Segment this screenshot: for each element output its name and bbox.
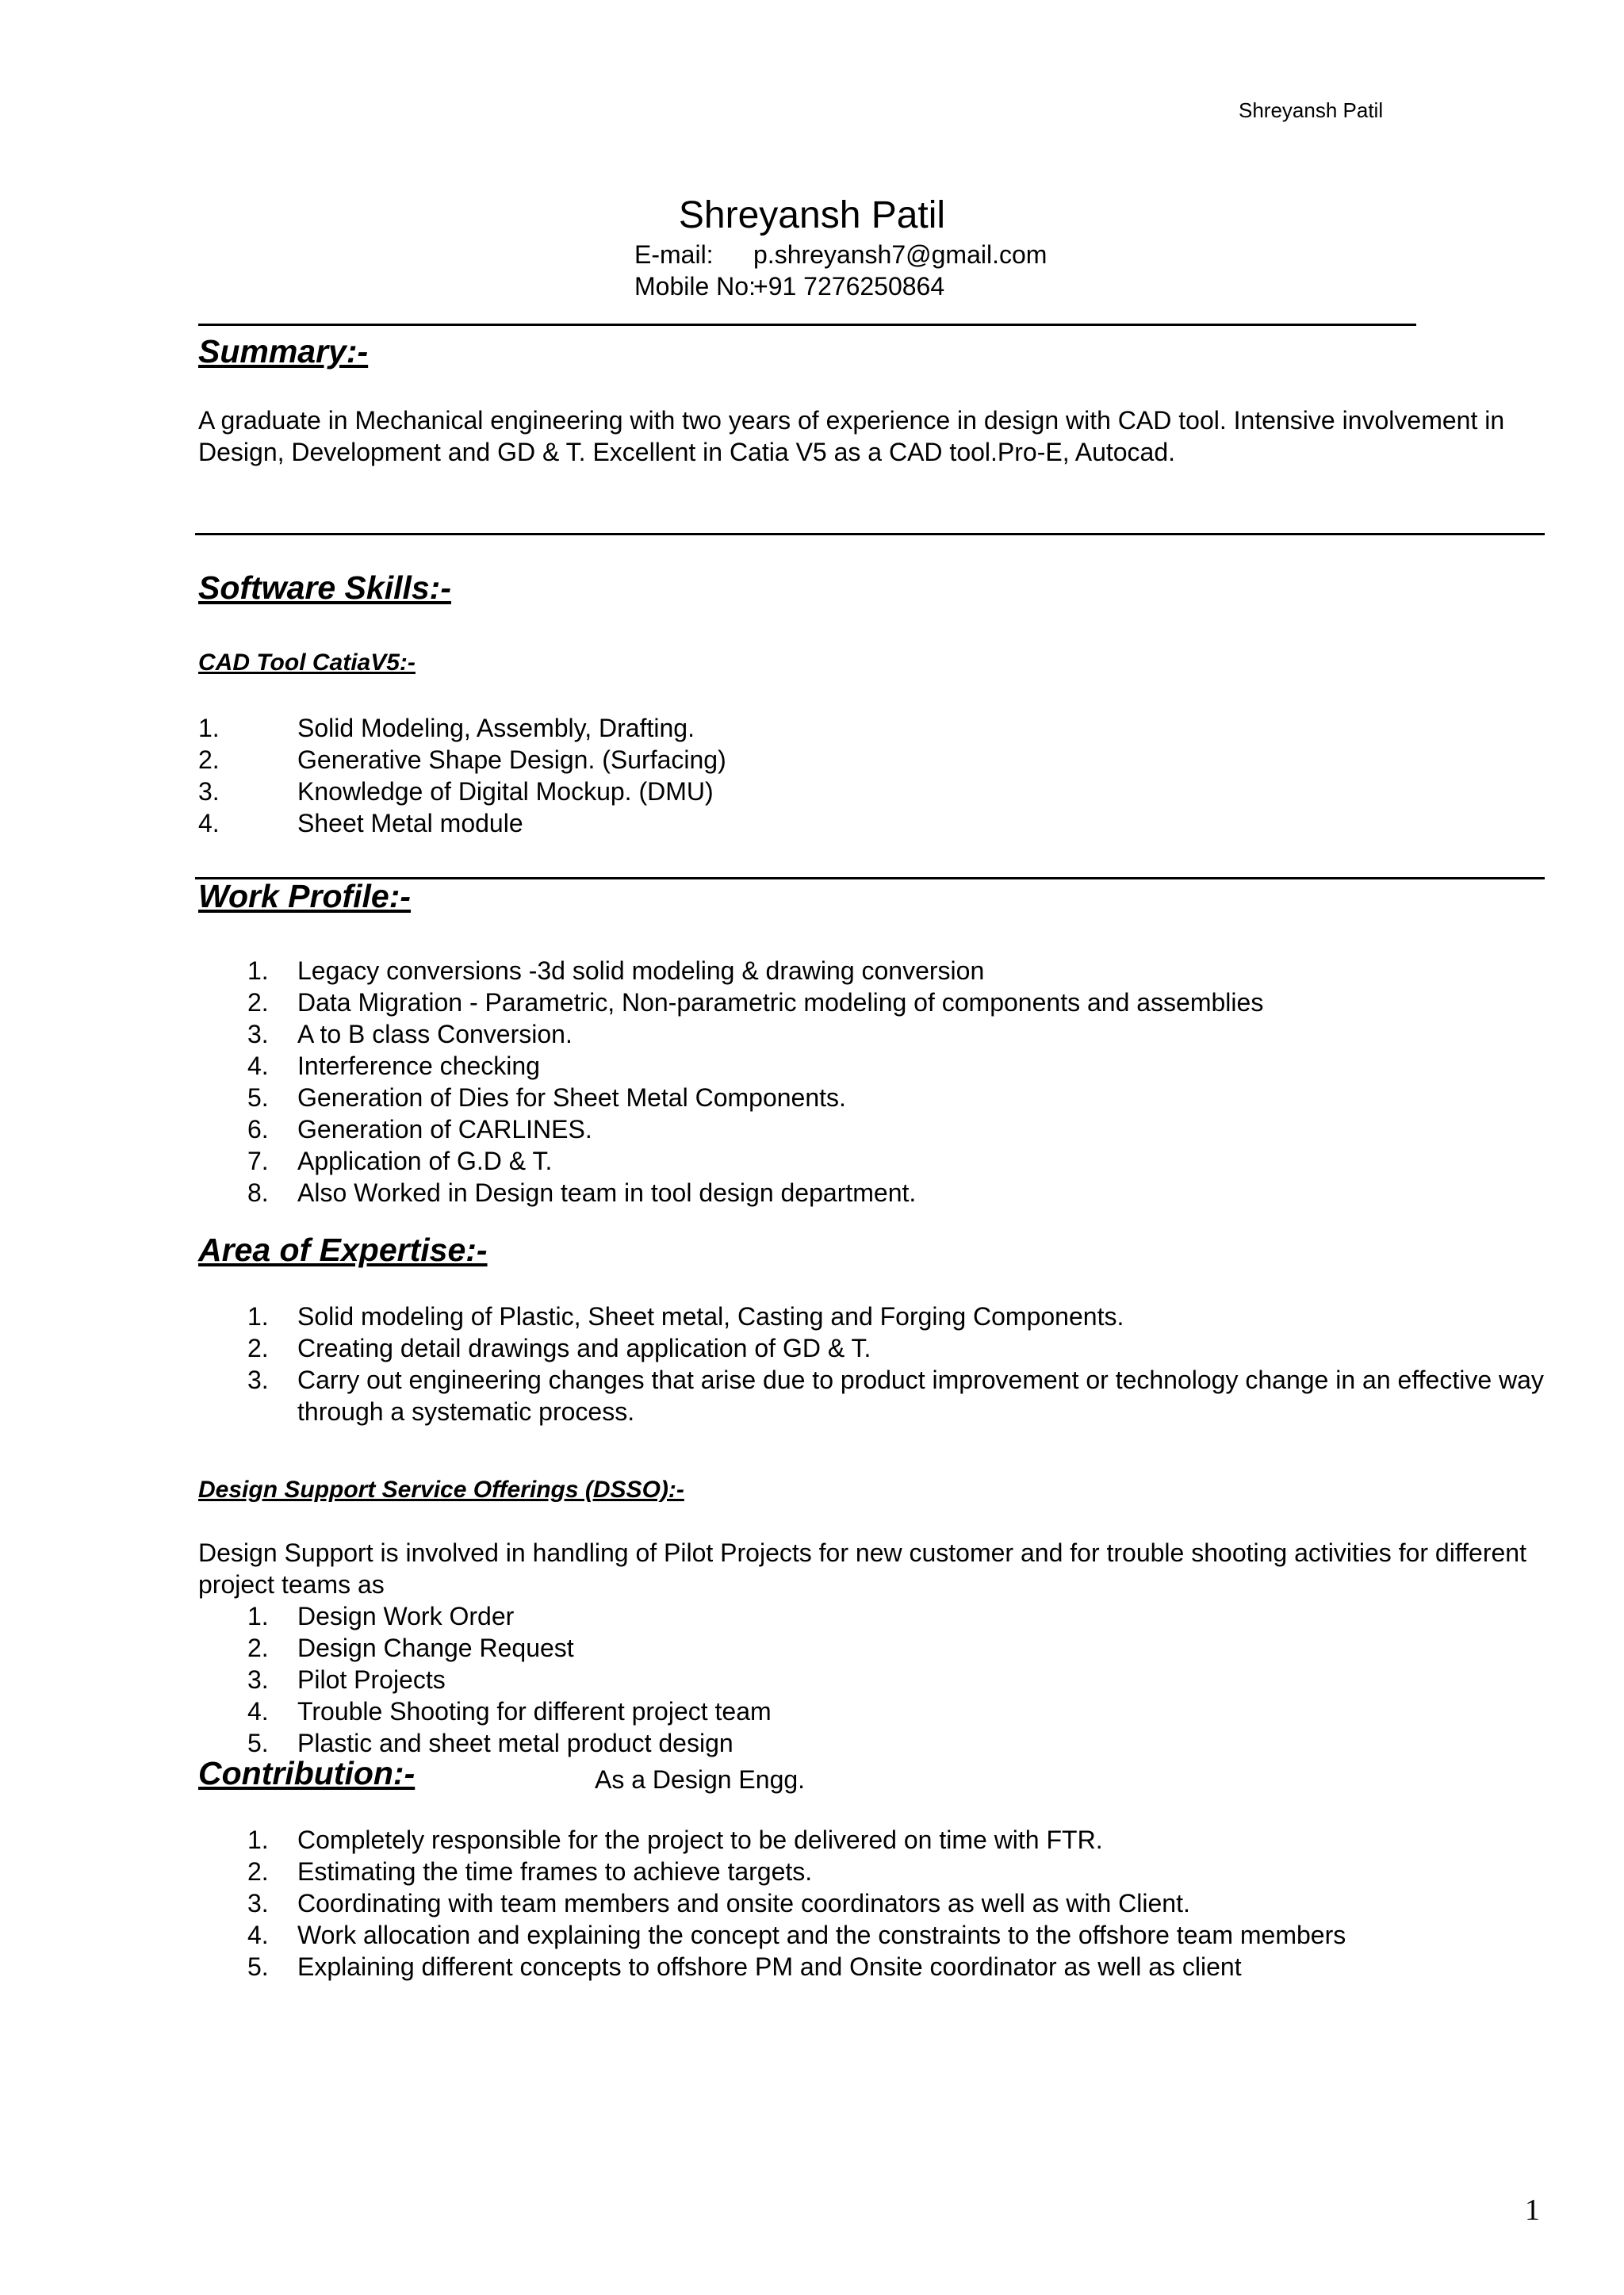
running-header: Shreyansh Patil: [1239, 98, 1384, 122]
page-number: 1: [1525, 2193, 1540, 2227]
dsso-intro: Design Support is involved in handling of Pilot Projects for new customer and for trouble shooting activities for different project teams as: [198, 1538, 1526, 1599]
contribution-role: As a Design Engg.: [595, 1765, 806, 1794]
mobile-line: [634, 272, 944, 301]
summary-text: A graduate in Mechanical engineering with two years of experience in design with CAD tool. Intensive involvement in Design, Development and GD & T. Excellent in Catia V5 as a CAD tool.Pro-E, Autocad.: [198, 406, 1505, 466]
software-skills-heading: Software Skills:-: [198, 569, 451, 606]
dsso-heading: Design Support Service Offerings (DSSO):-: [198, 1477, 684, 1503]
expertise-heading: Area of Expertise:-: [198, 1232, 488, 1268]
page-title: Shreyansh Patil: [678, 194, 946, 236]
email-line: [634, 240, 1047, 270]
divider: [198, 324, 1416, 326]
summary-heading: Summary:-: [198, 333, 369, 370]
divider: [195, 533, 1545, 535]
email-label: E-mail:: [634, 240, 714, 269]
mobile-value: +91 7276250864: [753, 272, 945, 301]
contribution-heading: Contribution:-: [198, 1755, 416, 1791]
work-profile-heading: Work Profile:-: [198, 878, 412, 914]
email-value: p.shreyansh7@gmail.com: [753, 240, 1048, 269]
cad-tool-subheading: CAD Tool CatiaV5:-: [198, 649, 416, 676]
mobile-label: Mobile No:: [634, 272, 756, 301]
